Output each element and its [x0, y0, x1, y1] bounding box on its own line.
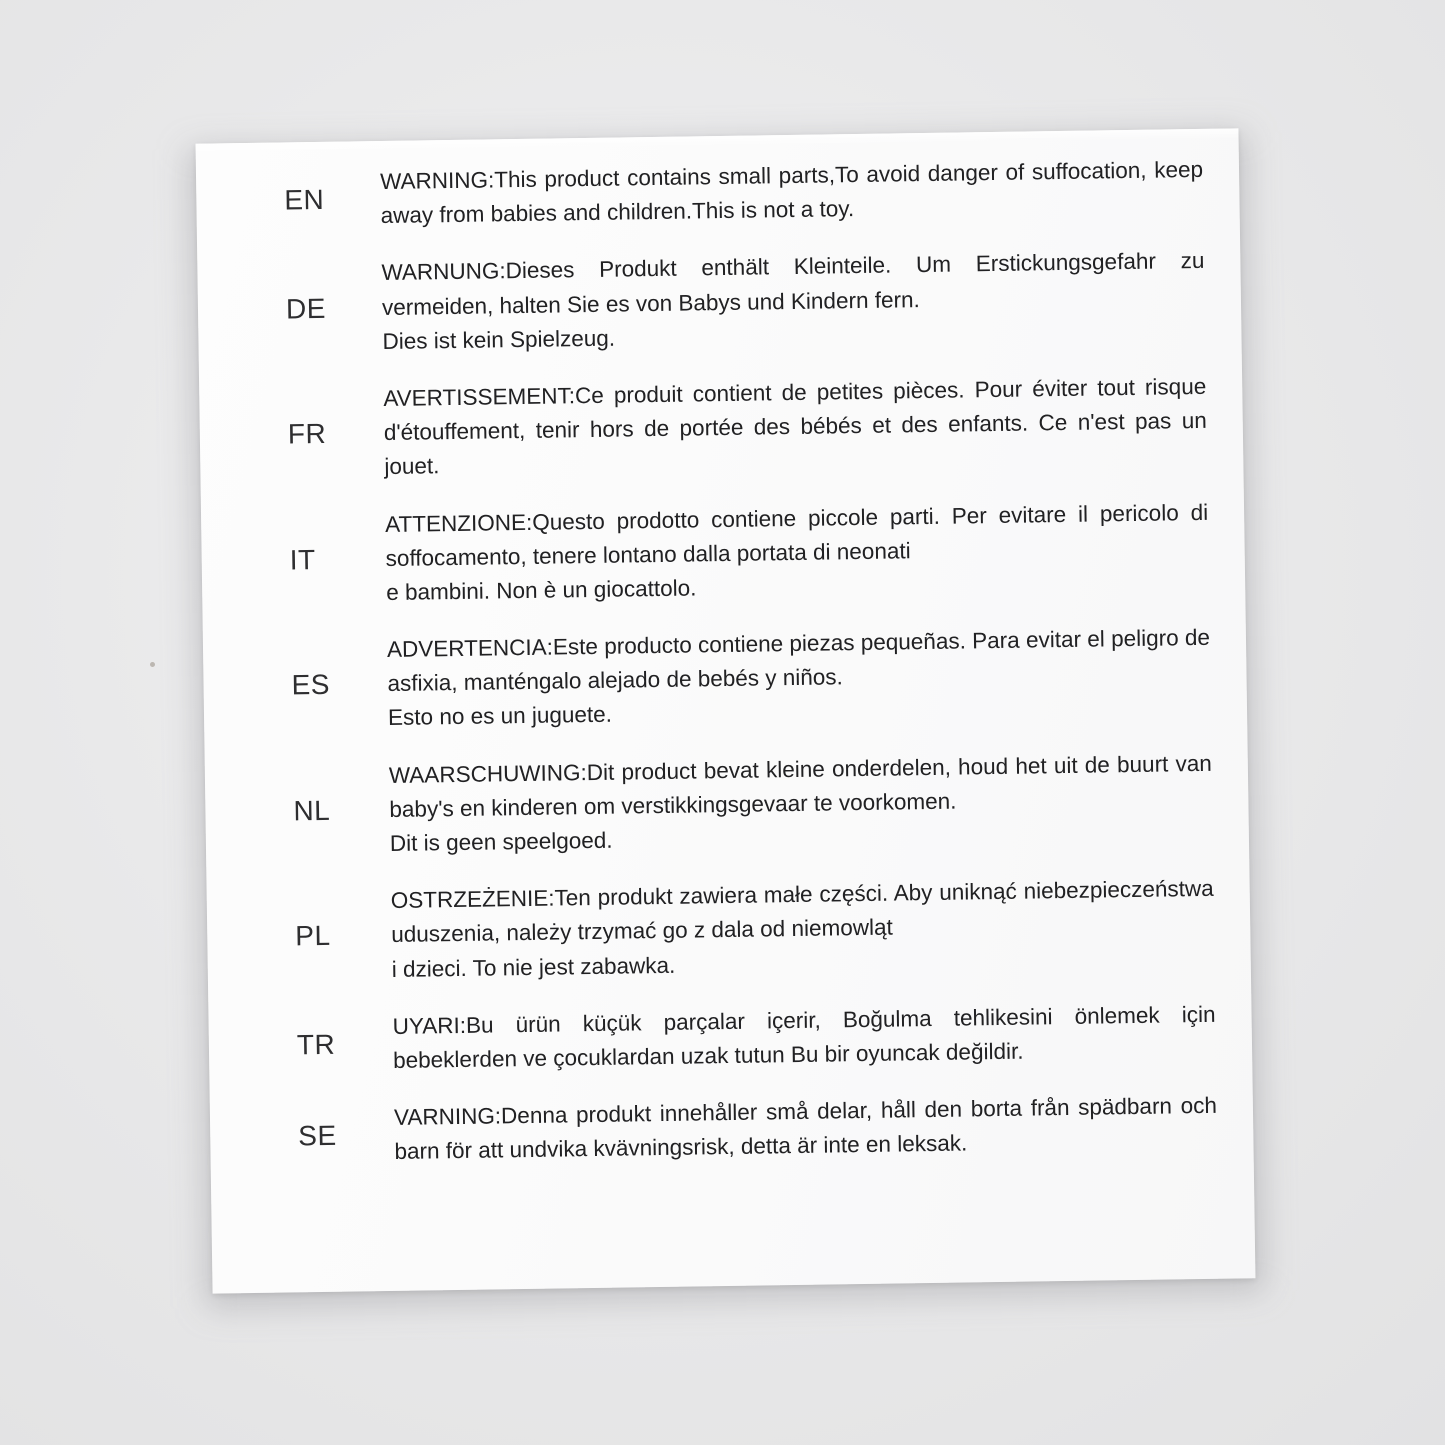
- warning-row-tr: [296, 997, 1224, 1079]
- language-code-es: ES: [291, 669, 331, 701]
- warning-text-pl: OSTRZEŻENIE:Ten produkt zawiera małe części. Aby uniknąć niebezpieczeństwa uduszenia, należy trzymać go z dala od niemowląt i dzieci. To nie jest zabawka.: [390, 875, 1214, 982]
- warning-row-nl: [293, 746, 1221, 862]
- language-code-nl: NL: [293, 794, 331, 827]
- warning-text-tr: UYARI:Bu ürün küçük parçalar içerir, Boğulma tehlikesini önlemek için bebeklerden ve çocuklardan uzak tutun Bu bir oyuncak değildir.: [392, 1001, 1216, 1073]
- warning-row-de: [285, 244, 1213, 360]
- warning-text-en: WARNING:This product contains small parts,To avoid danger of suffocation, keep away from babies and children.This is not a toy.: [379, 156, 1204, 229]
- background-speck: [150, 662, 155, 667]
- warning-row-fr: [287, 370, 1215, 486]
- language-code-tr: TR: [296, 1028, 336, 1061]
- warning-list: [284, 153, 1227, 1275]
- language-code-it: IT: [289, 543, 316, 576]
- warning-label-sheet: [196, 128, 1256, 1293]
- language-code-se: SE: [298, 1120, 337, 1152]
- language-code-en: EN: [284, 184, 325, 216]
- warning-text-nl: WAARSCHUWING:Dit product bevat kleine onderdelen, houd het uit de buurt van baby's en kinderen om verstikkingsgevaar te voorkomen. Dit is geen speelgoed.: [388, 750, 1213, 856]
- language-code-de: DE: [285, 292, 327, 325]
- warning-text-es: ADVERTENCIA:Este producto contiene piezas pequeñas. Para evitar el peligro de asfixia, manténgalo alejado de bebés y niños. Esto no es un juguete.: [386, 624, 1211, 731]
- warning-row-se: [298, 1089, 1226, 1171]
- warning-text-it: ATTENZIONE:Questo prodotto contiene piccole parti. Per evitare il pericolo di soffocamento, tenere lontano dalla portata di neonati e bambini. Non è un giocattolo.: [385, 499, 1209, 605]
- language-code-pl: PL: [295, 920, 331, 952]
- warning-row-pl: [295, 872, 1223, 988]
- warning-row-it: [289, 495, 1217, 611]
- warning-row-es: [291, 621, 1219, 737]
- warning-text-de: WARNUNG:Dieses Produkt enthält Kleinteile. Um Erstickungsgefahr zu vermeiden, halten Sie es von Babys und Kindern fern. Dies ist kein Spielzeug.: [381, 248, 1205, 354]
- language-code-fr: FR: [287, 418, 327, 450]
- warning-text-se: VARNING:Denna produkt innehåller små delar, håll den borta från spädbarn och barn för att undvika kvävningsrisk, detta är inte en leksak.: [393, 1092, 1218, 1165]
- warning-text-fr: AVERTISSEMENT:Ce produit contient de petites pièces. Pour éviter tout risque d'étouffement, tenir hors de portée des bébés et des enfants. Ce n'est pas un jouet.: [383, 373, 1207, 480]
- warning-row-en: [284, 153, 1212, 235]
